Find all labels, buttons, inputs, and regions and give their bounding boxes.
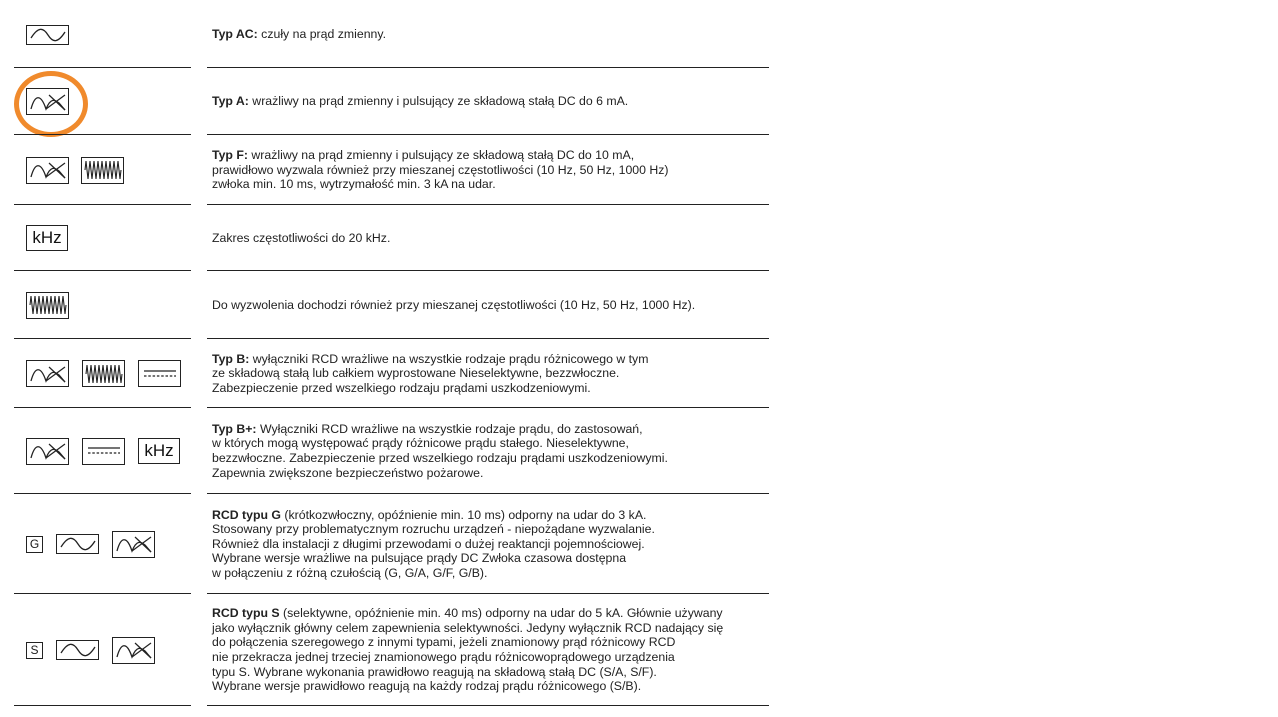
type-description: wrażliwy na prąd zmienny i pulsujący ze składową stałą DC do 6 mA. (248, 94, 629, 109)
description-cell (207, 594, 770, 706)
row-divider (14, 407, 191, 408)
description-text (207, 352, 648, 396)
type-description: Zakres częstotliwości do 20 kHz. (212, 230, 391, 245)
khz-icon: kHz (26, 225, 68, 251)
description-text (207, 422, 668, 480)
row-divider (14, 593, 191, 594)
rcd-type-row (0, 1, 770, 68)
type-description: Wyłączniki RCD wrażliwe na wszystkie rodzaje prądu, do zastosowań, w których mogą występować prądy różnicowe prądu stałego. Nieselektywne, bezzwłoczne. Zabezpieczenie przed wszelkiego rodzaju prądami uszkodzeniowymi. Zapewnia zwiększone bezpieczeństwo pożarowe. (212, 421, 668, 480)
row-divider (207, 407, 769, 408)
type-description: wyłączniki RCD wrażliwe na wszystkie rodzaje prądu różnicowego w tym ze składową stałą lub całkiem wyprostowane Nieselektywne, bezzwłoczne. Zabezpieczenie przed wszelkiego rodzaju prądami uszkodzeniowymi. (212, 351, 649, 395)
description-text (207, 508, 655, 581)
type-title: RCD typu G (212, 507, 281, 522)
description-cell (207, 205, 770, 271)
pulsating-wave-icon (112, 637, 155, 664)
highlight-circle (14, 71, 88, 137)
pulsating-wave-icon (26, 360, 69, 387)
sine-wave-icon (56, 640, 99, 660)
description-cell (207, 339, 770, 408)
type-title: Typ F: (212, 148, 248, 163)
row-divider (207, 593, 769, 594)
high-frequency-wave-icon (81, 157, 124, 184)
pulsating-wave-icon (112, 531, 155, 558)
description-text (207, 231, 390, 246)
row-divider (207, 67, 769, 68)
type-title: RCD typu S (212, 606, 280, 621)
row-divider (207, 134, 769, 135)
high-frequency-wave-icon (26, 292, 69, 319)
letter-icon: S (26, 642, 43, 659)
rcd-type-row (0, 135, 770, 205)
rcd-type-row (0, 494, 770, 594)
dc-icon (138, 360, 181, 387)
rcd-type-row (0, 594, 770, 706)
description-text (207, 606, 723, 694)
type-title: Typ B: (212, 351, 250, 366)
row-divider (14, 338, 191, 339)
type-description: (selektywne, opóźnienie min. 40 ms) odporny na udar do 5 kA. Głównie używany jako wyłącznik główny celem zapewnienia selektywności. Jedyny wyłącznik RCD nadający się do połączenia szeregowego z innymi typami, jeżeli znamionowy prąd różnicowy RCD nie przekracza jednej trzeciej znamionowego prądu różnicowoprądowego urządzenia typu S. Wybrane wykonania prawidłowo reagują na składową stałą DC (S/A, S/F). Wybrane wersje prawidłowo reagują na każdy rodzaj prądu różnicowego (S/B). (212, 606, 724, 694)
dc-icon (82, 438, 125, 465)
description-cell (207, 1, 770, 68)
symbol-cell (14, 408, 191, 494)
symbol-cell (14, 271, 191, 339)
row-divider (207, 493, 769, 494)
row-divider (14, 270, 191, 271)
type-title: Typ A: (212, 94, 249, 109)
type-title: Typ AC: (212, 27, 258, 42)
symbol-cell (14, 1, 191, 68)
row-divider (14, 204, 191, 205)
row-divider (207, 338, 769, 339)
type-description: Do wyzwolenia dochodzi również przy mieszanej częstotliwości (10 Hz, 50 Hz, 1000 Hz). (212, 297, 696, 312)
row-divider (14, 705, 191, 706)
description-cell (207, 494, 770, 594)
type-title: Typ B+: (212, 421, 257, 436)
row-divider (14, 67, 191, 68)
pulsating-wave-icon (26, 438, 69, 465)
sine-wave-icon (26, 25, 69, 45)
letter-icon: G (26, 536, 43, 553)
rcd-type-row (0, 339, 770, 408)
description-text (207, 94, 628, 109)
description-cell (207, 408, 770, 494)
symbol-cell (14, 135, 191, 205)
description-text (207, 27, 386, 42)
row-divider (207, 204, 769, 205)
high-frequency-wave-icon (82, 360, 125, 387)
khz-icon: kHz (138, 438, 180, 464)
description-text (207, 148, 669, 192)
description-cell (207, 135, 770, 205)
row-divider (207, 705, 769, 706)
rcd-type-row (0, 408, 770, 494)
rcd-type-row (0, 68, 770, 135)
rcd-type-row (0, 205, 770, 271)
symbol-cell (14, 494, 191, 594)
description-cell (207, 68, 770, 135)
symbol-cell (14, 339, 191, 408)
row-divider (14, 134, 191, 135)
pulsating-wave-icon (26, 157, 69, 184)
description-cell (207, 271, 770, 339)
sine-wave-icon (56, 534, 99, 554)
row-divider (14, 493, 191, 494)
row-divider (207, 270, 769, 271)
rcd-type-row (0, 271, 770, 339)
description-text (207, 298, 695, 313)
type-description: wrażliwy na prąd zmienny i pulsujący ze składową stałą DC do 10 mA, prawidłowo wyzwala również przy mieszanej częstotliwości (10 Hz, 50 Hz, 1000 Hz) zwłoka min. 10 ms, wytrzymałość min. 3 kA na udar. (212, 148, 669, 192)
symbol-cell (14, 594, 191, 706)
symbol-cell (14, 205, 191, 271)
type-description: (krótkozwłoczny, opóźnienie min. 10 ms) odporny na udar do 3 kA. Stosowany przy problematycznym rozruchu urządzeń - niepożądane wyzwalanie. Również dla instalacji z długimi przewodami o dużej reaktancji pojemnościowej. Wybrane wersje wrażliwe na pulsujące prądy DC Zwłoka czasowa dostępna w połączeniu z różną czułością (G, G/A, G/F, G/B). (212, 507, 655, 580)
type-description: czuły na prąd zmienny. (257, 27, 387, 42)
